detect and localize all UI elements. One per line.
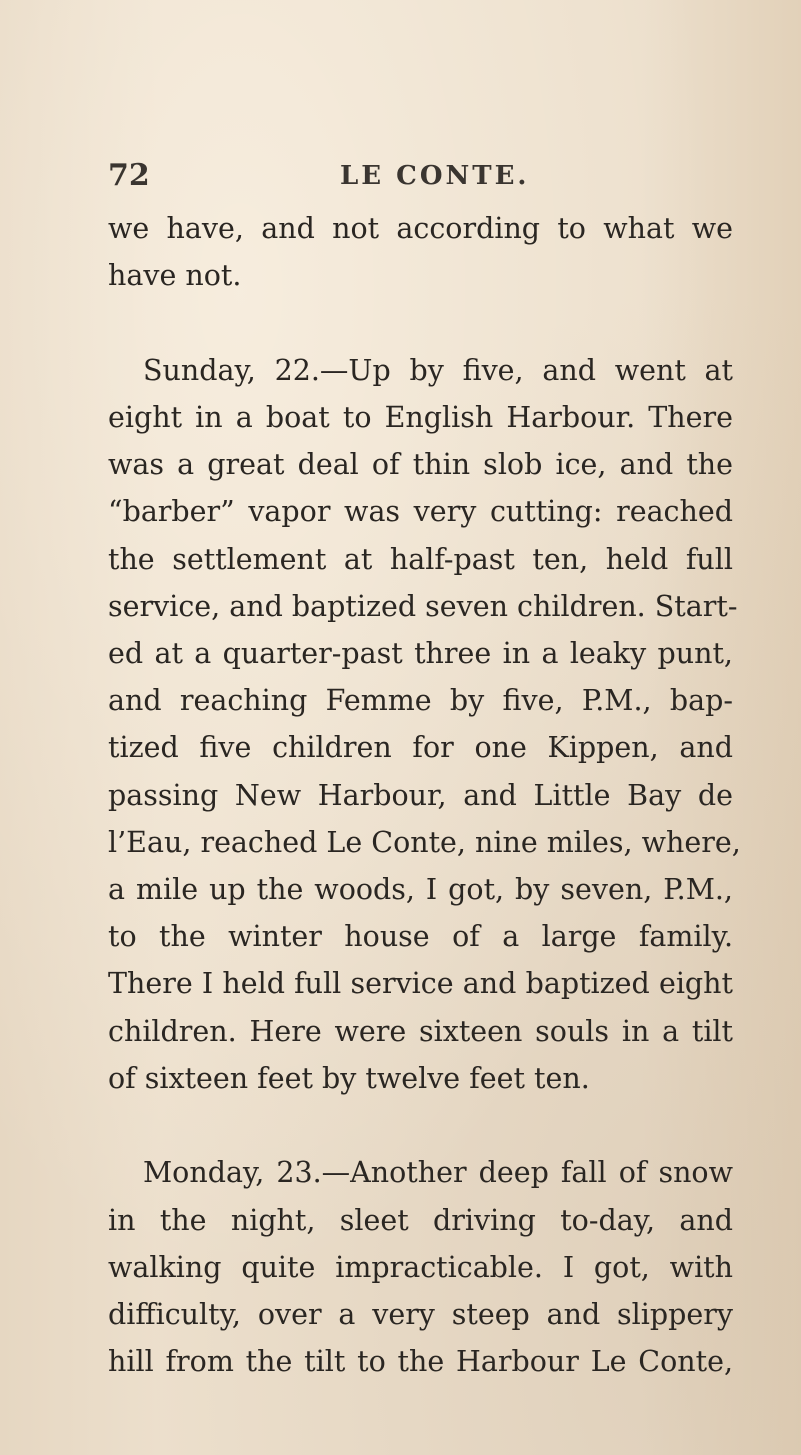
- text-line: Monday, 23.—Another deep fall of snow: [143, 1156, 733, 1190]
- text-line: Sunday, 22.—Up by five, and went at: [143, 353, 733, 387]
- paragraph-2: [108, 347, 741, 1102]
- text-line: l’Eau, reached Le Conte, nine miles, where,: [108, 825, 741, 859]
- text-line: the settlement at half-past ten, held full: [108, 542, 733, 576]
- text-line: children. Here were sixteen souls in a tilt: [108, 1014, 733, 1048]
- text-line: ed at a quarter-past three in a leaky punt,: [108, 637, 733, 670]
- text-line: walking quite impracticable. I got, with: [108, 1250, 733, 1284]
- text-line: of sixteen feet by twelve feet ten.: [108, 1061, 590, 1095]
- text-line: was a great deal of thin slob ice, and the: [108, 448, 733, 482]
- text-line: hill from the tilt to the Harbour Le Conte,: [108, 1345, 733, 1379]
- text-line: to the winter house of a large family.: [108, 920, 733, 954]
- text-line: and reaching Femme by five, P.M., bap-: [108, 684, 733, 718]
- text-line: eight in a boat to English Harbour. There: [108, 401, 733, 435]
- running-title: LE CONTE.: [340, 161, 530, 191]
- paragraph-gap: [108, 299, 733, 347]
- text-line: a mile up the woods, I got, by seven, P.M.,: [108, 872, 733, 906]
- body-text: [108, 205, 741, 1385]
- text-line: difficulty, over a very steep and slippery: [108, 1297, 733, 1331]
- running-head: [108, 158, 738, 198]
- paragraph-gap: [108, 1102, 733, 1150]
- paragraph-1: [108, 205, 733, 299]
- text-line: tized five children for one Kippen, and: [108, 731, 733, 765]
- text-line: service, and baptized seven children. Start-: [108, 589, 738, 623]
- text-line: There I held full service and baptized eight: [108, 967, 733, 1001]
- text-line: “barber” vapor was very cutting: reached: [108, 495, 733, 529]
- paragraph-3: [108, 1149, 733, 1385]
- page-number: 72: [108, 158, 150, 193]
- text-line: passing New Harbour, and Little Bay de: [108, 778, 733, 812]
- text-line: have not.: [108, 259, 242, 293]
- text-line: in the night, sleet driving to-day, and: [108, 1203, 733, 1237]
- text-line: we have, and not according to what we: [108, 212, 733, 245]
